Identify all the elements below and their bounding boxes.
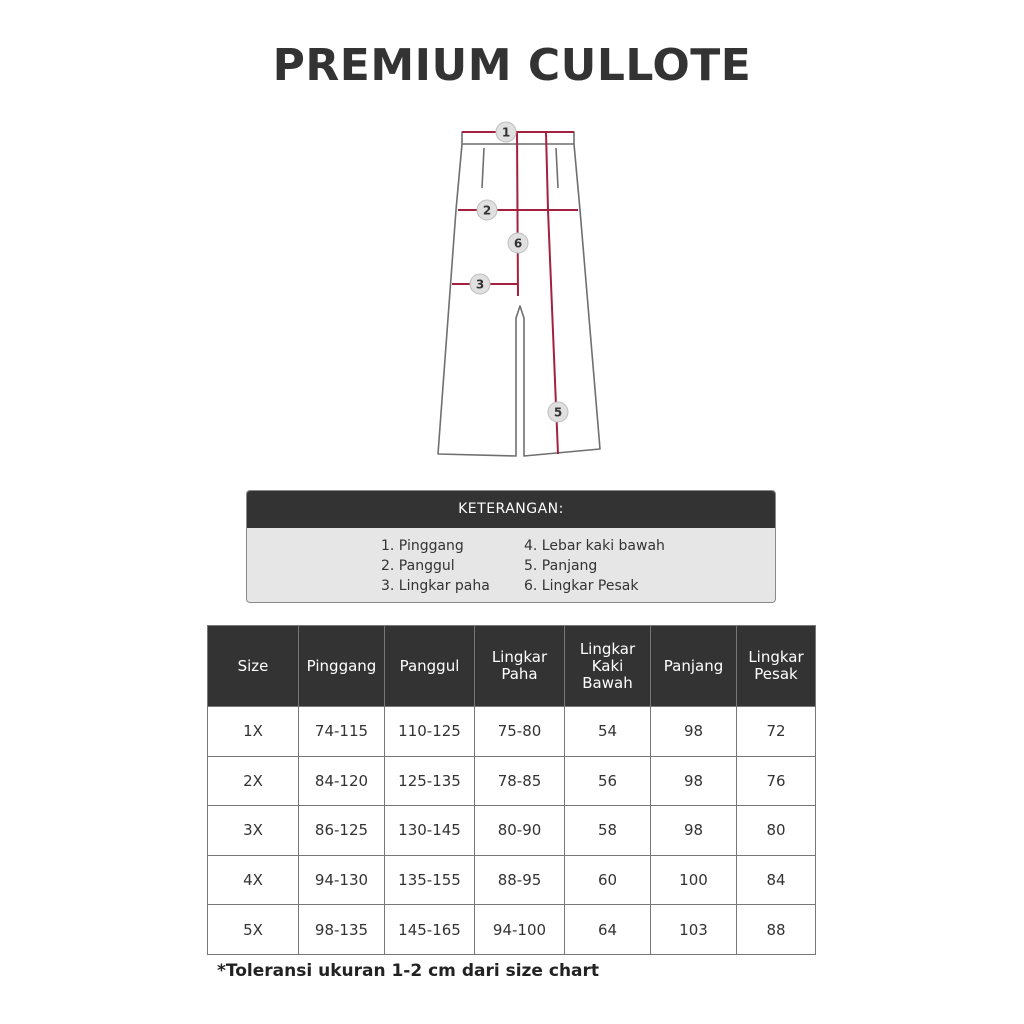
cell-panjang: 100 (651, 855, 737, 905)
cell-size: 5X (208, 905, 299, 955)
cell-lingkar-paha: 88-95 (475, 855, 565, 905)
cell-lingkar-paha: 80-90 (475, 806, 565, 856)
table-row (208, 707, 816, 757)
culotte-measurement-diagram (420, 118, 620, 463)
legend-item: 6. Lingkar Pesak (524, 578, 639, 594)
measure-marker-1 (496, 122, 516, 142)
table-header-row (208, 626, 816, 707)
cell-panggul: 130-145 (385, 806, 475, 856)
legend-heading: KETERANGAN: (247, 491, 775, 528)
crotch-measure-line (517, 132, 518, 296)
cell-size: 1X (208, 707, 299, 757)
cell-size: 4X (208, 855, 299, 905)
cell-pinggang: 94-130 (299, 855, 385, 905)
header-lingkar-paha: Lingkar Paha (475, 626, 565, 707)
header-panggul: Panggul (385, 626, 475, 707)
table-row (208, 905, 816, 955)
svg-text:1: 1 (501, 125, 511, 140)
header-lingkar-pesak: Lingkar Pesak (737, 626, 816, 707)
legend-item: 4. Lebar kaki bawah (524, 538, 665, 554)
legend-item: 2. Panggul (381, 558, 455, 574)
table-row (208, 756, 816, 806)
svg-text:5: 5 (553, 405, 563, 420)
header-lingkar-kaki-bawah: Lingkar Kaki Bawah (565, 626, 651, 707)
cell-lingkar-kaki-bawah: 64 (565, 905, 651, 955)
legend-column-2 (524, 536, 665, 596)
cell-lingkar-paha: 94-100 (475, 905, 565, 955)
cell-panjang: 103 (651, 905, 737, 955)
cell-lingkar-pesak: 76 (737, 756, 816, 806)
legend-box (246, 490, 776, 603)
svg-text:3: 3 (475, 277, 485, 292)
legend-item: 3. Lingkar paha (381, 578, 490, 594)
cell-panggul: 110-125 (385, 707, 475, 757)
cell-lingkar-pesak: 84 (737, 855, 816, 905)
cell-lingkar-pesak: 72 (737, 707, 816, 757)
culotte-outline (438, 132, 600, 456)
legend-body (247, 528, 775, 603)
cell-pinggang: 86-125 (299, 806, 385, 856)
legend-item: 5. Panjang (524, 558, 598, 574)
cell-panjang: 98 (651, 707, 737, 757)
measure-marker-2 (477, 200, 497, 220)
cell-lingkar-kaki-bawah: 54 (565, 707, 651, 757)
page-title: PREMIUM CULLOTE (272, 40, 752, 91)
table-row (208, 855, 816, 905)
cell-lingkar-kaki-bawah: 60 (565, 855, 651, 905)
measure-marker-5 (548, 402, 568, 422)
cell-lingkar-pesak: 80 (737, 806, 816, 856)
cell-panggul: 125-135 (385, 756, 475, 806)
cell-panjang: 98 (651, 756, 737, 806)
svg-text:6: 6 (513, 236, 523, 251)
cell-size: 3X (208, 806, 299, 856)
measure-marker-3 (470, 274, 490, 294)
legend-item: 1. Pinggang (381, 538, 464, 554)
tolerance-footnote: *Toleransi ukuran 1-2 cm dari size chart (217, 961, 600, 981)
legend-column-1 (381, 536, 490, 596)
cell-pinggang: 98-135 (299, 905, 385, 955)
cell-panjang: 98 (651, 806, 737, 856)
cell-lingkar-kaki-bawah: 56 (565, 756, 651, 806)
cell-panggul: 135-155 (385, 855, 475, 905)
measure-marker-6 (508, 233, 528, 253)
header-pinggang: Pinggang (299, 626, 385, 707)
header-panjang: Panjang (651, 626, 737, 707)
cell-size: 2X (208, 756, 299, 806)
cell-panggul: 145-165 (385, 905, 475, 955)
cell-pinggang: 74-115 (299, 707, 385, 757)
table-row (208, 806, 816, 856)
size-chart-table (207, 625, 816, 955)
svg-text:2: 2 (482, 203, 492, 218)
cell-pinggang: 84-120 (299, 756, 385, 806)
cell-lingkar-paha: 78-85 (475, 756, 565, 806)
header-size: Size (208, 626, 299, 707)
cell-lingkar-paha: 75-80 (475, 707, 565, 757)
cell-lingkar-pesak: 88 (737, 905, 816, 955)
cell-lingkar-kaki-bawah: 58 (565, 806, 651, 856)
